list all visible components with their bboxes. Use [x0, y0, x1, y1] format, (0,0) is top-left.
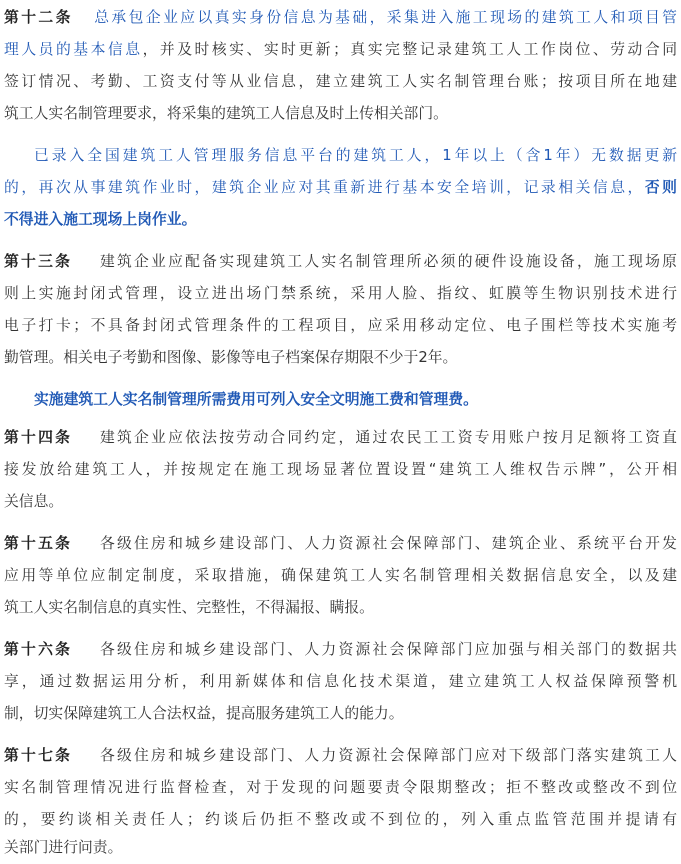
article-16-line-2: 享，通过数据运用分析，利用新媒体和信息化技术渠道，建立建筑工人权益保障预警机	[4, 673, 677, 690]
article-12-line-1	[4, 2, 677, 34]
article-13-text: 建筑企业应配备实现建筑工人实名制管理所必须的硬件设施设备，施工现场原	[99, 253, 677, 270]
article-12-text: 理人员的基本信息	[4, 41, 143, 58]
article-14-label: 第十四条	[4, 429, 73, 446]
article-15-text: 各级住房和城乡建设部门、人力资源社会保障部门、建筑企业、系统平台开发	[99, 535, 677, 552]
note-12-line-2	[4, 172, 677, 204]
article-13-line-4: 勤管理。相关电子考勤和图像、影像等电子档案保存期限不少于2年。	[4, 349, 458, 366]
article-17-line-1	[4, 740, 677, 772]
article-16-line-1	[4, 634, 677, 666]
article-16-line-3: 制，切实保障建筑工人合法权益，提高服务建筑工人的能力。	[4, 705, 404, 722]
article-15-line-2: 应用等单位应制定制度，采取措施，确保建筑工人实名制管理相关数据信息安全，以及建	[4, 567, 677, 584]
article-12-line-2	[4, 34, 677, 66]
note-12-text: 的，再次从事建筑作业时，建筑企业应对其重新进行基本安全培训，记录相关信息，	[4, 179, 645, 196]
article-13-label: 第十三条	[4, 253, 73, 270]
article-12-label: 第十二条	[4, 9, 73, 26]
article-14-line-2: 接发放给建筑工人，并按规定在施工现场显著位置设置“建筑工人维权告示牌”，公开相	[4, 461, 677, 478]
article-17-line-3: 的，要约谈相关责任人；约谈后仍拒不整改或不到位的，列入重点监管范围并提请有	[4, 811, 677, 828]
article-12-text: ，并及时核实、实时更新；真实完整记录建筑工人工作岗位、劳动合同	[142, 41, 677, 58]
article-15-line-3: 筑工人实名制信息的真实性、完整性，不得漏报、瞒报。	[4, 599, 374, 616]
note-13-line-1: 实施建筑工人实名制管理所需费用可列入安全文明施工费和管理费。	[34, 391, 478, 408]
article-13-line-3: 电子打卡；不具备封闭式管理条件的工程项目，应采用移动定位、电子围栏等技术实施考	[4, 317, 677, 334]
article-15-line-1	[4, 528, 677, 560]
note-12-line-3: 不得进入施工现场上岗作业。	[4, 211, 197, 228]
article-12-text: 总承包企业应以真实身份信息为基础，采集进入施工现场的建筑工人和项目管	[94, 9, 677, 26]
article-12-line-3: 签订情况、考勤、工资支付等从业信息，建立建筑工人实名制管理台账；按项目所在地建	[4, 73, 677, 90]
article-14-text: 建筑企业应依法按劳动合同约定，通过农民工工资专用账户按月足额将工资直	[99, 429, 677, 446]
article-13-line-1	[4, 246, 677, 278]
article-16-label: 第十六条	[4, 641, 73, 658]
article-14-line-1	[4, 422, 677, 454]
article-16-text: 各级住房和城乡建设部门、人力资源社会保障部门应加强与相关部门的数据共	[99, 641, 677, 658]
article-15-label: 第十五条	[4, 535, 73, 552]
article-17-line-4: 关部门进行问责。	[4, 839, 123, 856]
article-13-line-2: 则上实施封闭式管理，设立进出场门禁系统，采用人脸、指纹、虹膜等生物识别技术进行	[4, 285, 677, 302]
article-17-label: 第十七条	[4, 747, 73, 764]
article-12-line-4: 筑工人实名制管理要求，将采集的建筑工人信息及时上传相关部门。	[4, 105, 448, 122]
article-14-line-3: 关信息。	[4, 493, 64, 510]
article-17-line-2: 实名制管理情况进行监督检查，对于发现的问题要责令限期整改；拒不整改或整改不到位	[4, 779, 677, 796]
article-17-text: 各级住房和城乡建设部门、人力资源社会保障部门应对下级部门落实建筑工人	[99, 747, 677, 764]
note-12-bold-text: 否则	[644, 179, 677, 196]
note-12-line-1: 已录入全国建筑工人管理服务信息平台的建筑工人，1年以上（含1年）无数据更新	[34, 147, 677, 164]
